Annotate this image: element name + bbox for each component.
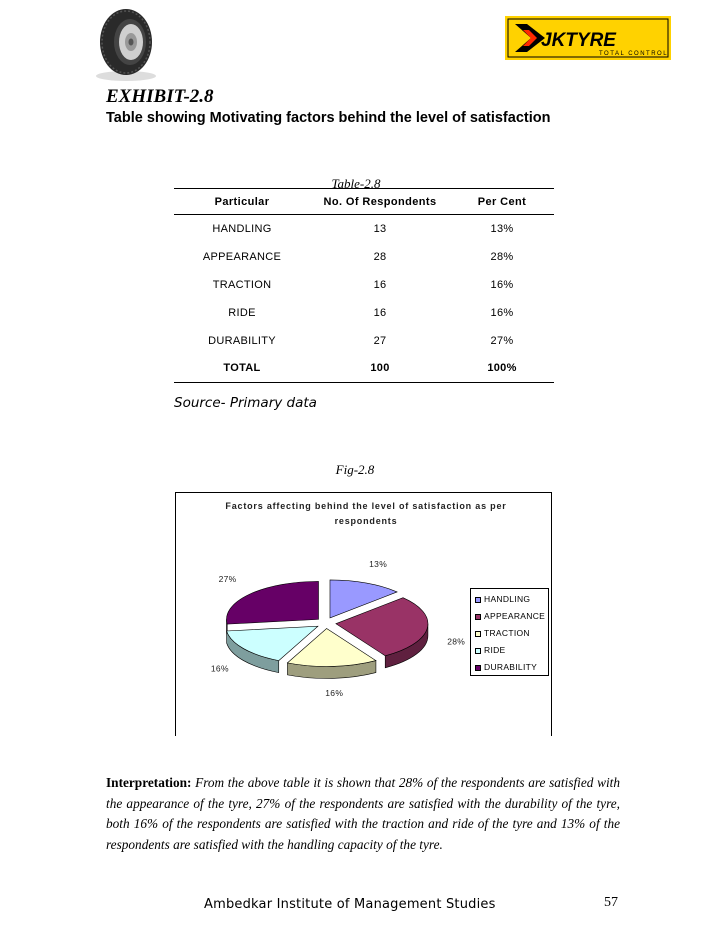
legend-item-durability <box>475 661 537 673</box>
exhibit-heading: Table showing Motivating factors behind the level of satisfaction <box>106 110 551 126</box>
legend-label: TRACTION <box>484 628 530 638</box>
cell-percent: 16% <box>490 278 514 291</box>
cell-respondents: 27 <box>373 334 387 347</box>
table-row <box>174 243 554 271</box>
table-row <box>174 215 554 243</box>
cell-particular: RIDE <box>228 306 256 319</box>
cell-respondents: 28 <box>373 250 387 263</box>
legend-item-appearance <box>475 610 545 622</box>
figure-caption: Fig-2.8 <box>335 462 375 477</box>
cell-respondents: 13 <box>373 222 387 235</box>
table-row <box>174 271 554 299</box>
column-header: No. Of Respondents <box>310 189 450 215</box>
cell-total-percent: 100% <box>450 355 554 383</box>
cell-respondents: 16 <box>373 306 387 319</box>
tyre-image <box>90 4 162 82</box>
chart-legend <box>470 588 549 676</box>
table-row <box>174 327 554 355</box>
data-label-durability: 27% <box>218 574 237 585</box>
legend-swatch <box>475 648 481 654</box>
chart-title: Factors affecting behind the level of satisfaction as per respondents <box>225 501 507 526</box>
pie-slice-top <box>226 581 318 624</box>
legend-item-handling <box>475 593 530 605</box>
footer-institute: Ambedkar Institute of Management Studies <box>204 897 496 912</box>
table-caption: Table-2.8 <box>331 176 381 191</box>
column-header: Per Cent <box>450 189 554 215</box>
cell-percent: 28% <box>490 250 514 263</box>
legend-item-traction <box>475 627 530 639</box>
interpretation-label: Interpretation: <box>106 775 192 790</box>
data-label-ride: 16% <box>210 663 229 674</box>
legend-swatch <box>475 597 481 603</box>
cell-respondents: 16 <box>373 278 387 291</box>
table-total-row <box>174 355 554 383</box>
legend-label: APPEARANCE <box>484 611 546 621</box>
brand-name: JKTYRE <box>541 30 616 51</box>
legend-item-ride <box>475 644 506 656</box>
cell-particular: DURABILITY <box>208 334 276 347</box>
cell-total-respondents: 100 <box>310 355 450 383</box>
source-note: Source- Primary data <box>174 395 317 411</box>
column-header: Particular <box>174 189 310 215</box>
cell-particular: APPEARANCE <box>202 250 282 263</box>
cell-particular: HANDLING <box>212 222 272 235</box>
table-header-row <box>174 189 554 215</box>
data-table <box>174 188 554 383</box>
exhibit-label: EXHIBIT-2.8 <box>106 86 214 107</box>
cell-percent: 13% <box>490 222 514 235</box>
table-row <box>174 299 554 327</box>
cell-percent: 27% <box>490 334 514 347</box>
cell-percent: 16% <box>490 306 514 319</box>
brand-tagline: TOTAL CONTROL <box>599 51 669 57</box>
data-label-traction: 16% <box>325 687 344 698</box>
legend-swatch <box>475 614 481 620</box>
interpretation-paragraph <box>106 773 620 855</box>
pie-chart <box>175 492 552 736</box>
interpretation-text: From the above table it is shown that 28% of the respondents are satisfied with the appearance of the tyre, 27% of the respondents are satisfied with the durability of the tyre, both 16% of the respondents are satisfied with the traction and ride of the tyre and 13% of the respondents are satisfied with the handling capacity of the tyre. <box>106 775 620 852</box>
data-label-appearance: 28% <box>447 636 466 647</box>
legend-label: DURABILITY <box>484 662 538 672</box>
legend-label: HANDLING <box>484 594 531 604</box>
data-label-handling: 13% <box>369 558 388 569</box>
cell-particular: TRACTION <box>212 278 272 291</box>
legend-label: RIDE <box>484 645 506 655</box>
page-number: 57 <box>604 895 618 910</box>
legend-swatch <box>475 665 481 671</box>
jk-tyre-logo <box>505 16 671 60</box>
cell-total-label: TOTAL <box>174 355 310 383</box>
legend-swatch <box>475 631 481 637</box>
